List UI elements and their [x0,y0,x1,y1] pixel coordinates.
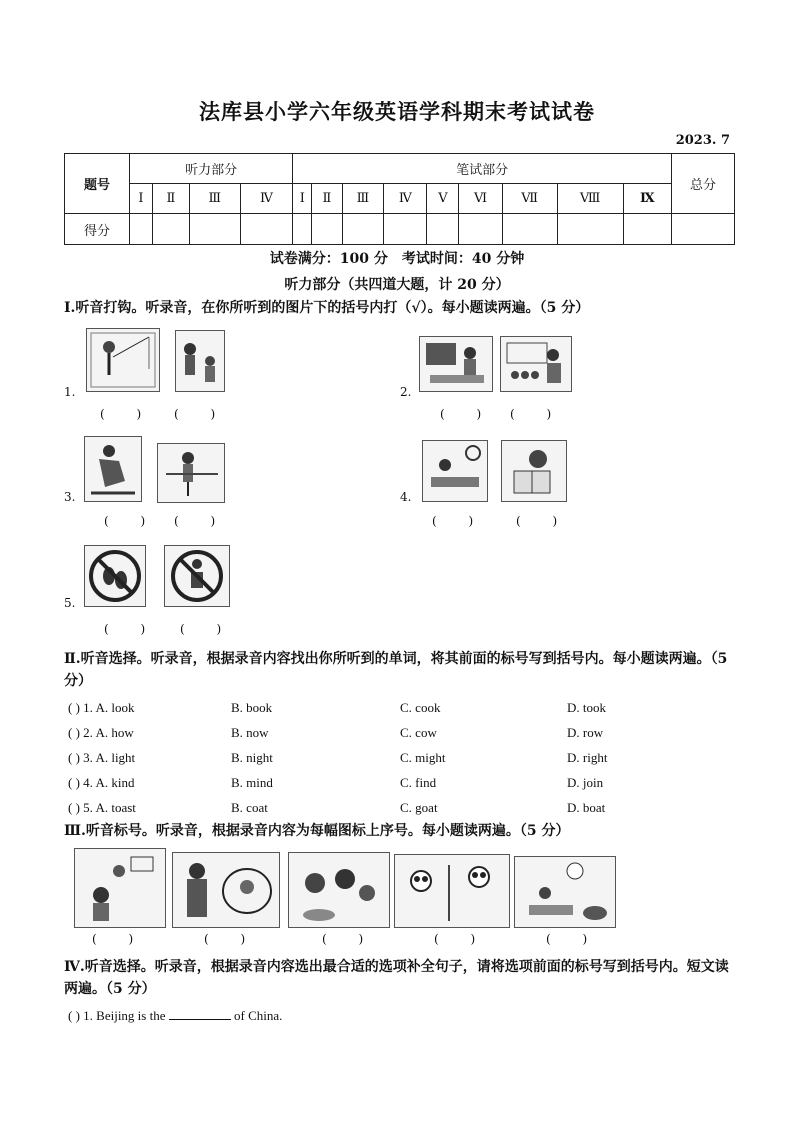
answer-paren[interactable]: ( ) [204,932,260,946]
choice-d: D. row [567,725,604,740]
score-cell[interactable] [502,214,557,245]
section3-title: Ⅲ.听音标号。听录音，根据录音内容为每幅图标上序号。每小题读两遍。（5 分） [64,823,570,839]
answer-paren[interactable]: ( ) [174,407,230,421]
choice-b: B. now [231,725,269,740]
score-cell[interactable] [153,214,190,245]
score-table-total: 总分 [672,154,735,214]
choice-c: C. cow [400,725,437,740]
choice-b: B. night [231,750,273,765]
answer-paren[interactable]: ( ) [104,514,160,528]
exam-info: 试卷满分：100 分 考试时间：40 分钟 [269,251,525,267]
choice-b: B. mind [231,775,273,790]
answer-paren[interactable]: ( ) [322,932,378,946]
section1-title: Ⅰ.听音打钩。听录音，在你所听到的图片下的括号内打（√）。每小题读两遍。（5 分） [64,300,590,316]
score-cell[interactable] [189,214,240,245]
write-col: Ⅲ [342,184,384,214]
score-table-tihao: 题号 [65,154,130,214]
sign-no-littering-icon [164,545,230,607]
section2-title: Ⅱ.听音选择。听录音，根据录音内容找出你所听到的单词，将其前面的标号写到括号内。每小题读两遍。（5 分） [64,651,728,689]
exam-title: 法库县小学六年级英语学科期末考试试卷 [199,99,595,124]
listen-col: Ⅳ [240,184,293,214]
score-cell[interactable] [427,214,459,245]
score-cell[interactable] [459,214,502,245]
answer-paren[interactable]: ( ) [516,514,572,528]
score-cell[interactable] [623,214,671,245]
picture-fishing [86,328,160,392]
exam-date: 2023. 7 [675,133,730,148]
answer-paren[interactable]: ( ) [440,407,496,421]
picture-pandas [394,854,510,928]
write-col: Ⅰ [293,184,312,214]
picture-family-meal [288,852,390,928]
section4-title: Ⅳ.听音选择。听录音，根据录音内容选出最合适的选项补全句子，请将选项前面的标号写到括号内。短文读两遍。（5 分） [64,959,729,997]
answer-paren[interactable]: ( ) [92,932,148,946]
question-4-1-prefix: ( ) 1. Beijing is the [68,1008,166,1023]
picture-skating [157,443,225,503]
score-table-writing: 笔试部分 [293,154,672,184]
picture-basketball [74,848,166,928]
answer-paren[interactable]: ( ) [510,407,566,421]
write-col: Ⅱ [312,184,342,214]
write-col: Ⅵ [459,184,502,214]
score-cell[interactable] [312,214,342,245]
picture-computer [419,336,493,392]
choice-q4[interactable]: ( ) 4. A. kind [68,775,135,790]
question-4-1 [68,1008,282,1024]
choice-b: B. coat [231,800,268,815]
listen-col: Ⅰ [130,184,153,214]
choice-d: D. join [567,775,604,790]
listen-col: Ⅲ [189,184,240,214]
choice-c: C. find [400,775,437,790]
picture-meeting [500,336,572,392]
answer-paren[interactable]: ( ) [434,932,490,946]
item-number: 2. [400,385,412,399]
score-cell[interactable] [130,214,153,245]
write-col: Ⅳ [384,184,427,214]
write-col: Ⅸ [623,184,671,214]
choice-c: C. cook [400,700,441,715]
score-cell[interactable] [293,214,312,245]
score-table-listening: 听力部分 [130,154,293,184]
answer-paren[interactable]: ( ) [100,407,156,421]
score-table [64,153,735,245]
choice-d: D. boat [567,800,606,815]
score-cell[interactable] [384,214,427,245]
choice-q1[interactable]: ( ) 1. A. look [68,700,135,715]
answer-paren[interactable]: ( ) [174,514,230,528]
sign-no-walking-icon [84,545,146,607]
listen-col: Ⅱ [153,184,190,214]
answer-paren[interactable]: ( ) [432,514,488,528]
score-cell[interactable] [342,214,384,245]
answer-paren[interactable]: ( ) [546,932,602,946]
write-col: Ⅴ [427,184,459,214]
choice-c: C. might [400,750,446,765]
answer-paren[interactable]: ( ) [104,622,160,636]
score-table-defen: 得分 [65,214,130,245]
picture-exercise [84,436,142,502]
score-cell[interactable] [240,214,293,245]
picture-boy [175,330,225,392]
choice-b: B. book [231,700,273,715]
item-number: 3. [64,490,76,504]
picture-pilot-plane [172,852,280,928]
answer-paren[interactable]: ( ) [180,622,236,636]
choice-q5[interactable]: ( ) 5. A. toast [68,800,136,815]
item-number: 5. [64,596,76,610]
item-number: 4. [400,490,412,504]
answer-blank[interactable] [169,1008,231,1020]
picture-homework [422,440,488,502]
score-cell[interactable] [672,214,735,245]
question-4-1-suffix: of China. [234,1008,283,1023]
item-number: 1. [64,385,76,399]
choice-d: D. right [567,750,608,765]
listening-header: 听力部分（共四道大题，计 20 分） [284,277,510,293]
write-col: Ⅷ [557,184,623,214]
score-cell[interactable] [557,214,623,245]
choice-q3[interactable]: ( ) 3. A. light [68,750,136,765]
choice-q2[interactable]: ( ) 2. A. how [68,725,134,740]
choice-c: C. goat [400,800,438,815]
picture-moon-picnic [514,856,616,928]
choice-d: D. took [567,700,606,715]
write-col: Ⅶ [502,184,557,214]
picture-reading [501,440,567,502]
